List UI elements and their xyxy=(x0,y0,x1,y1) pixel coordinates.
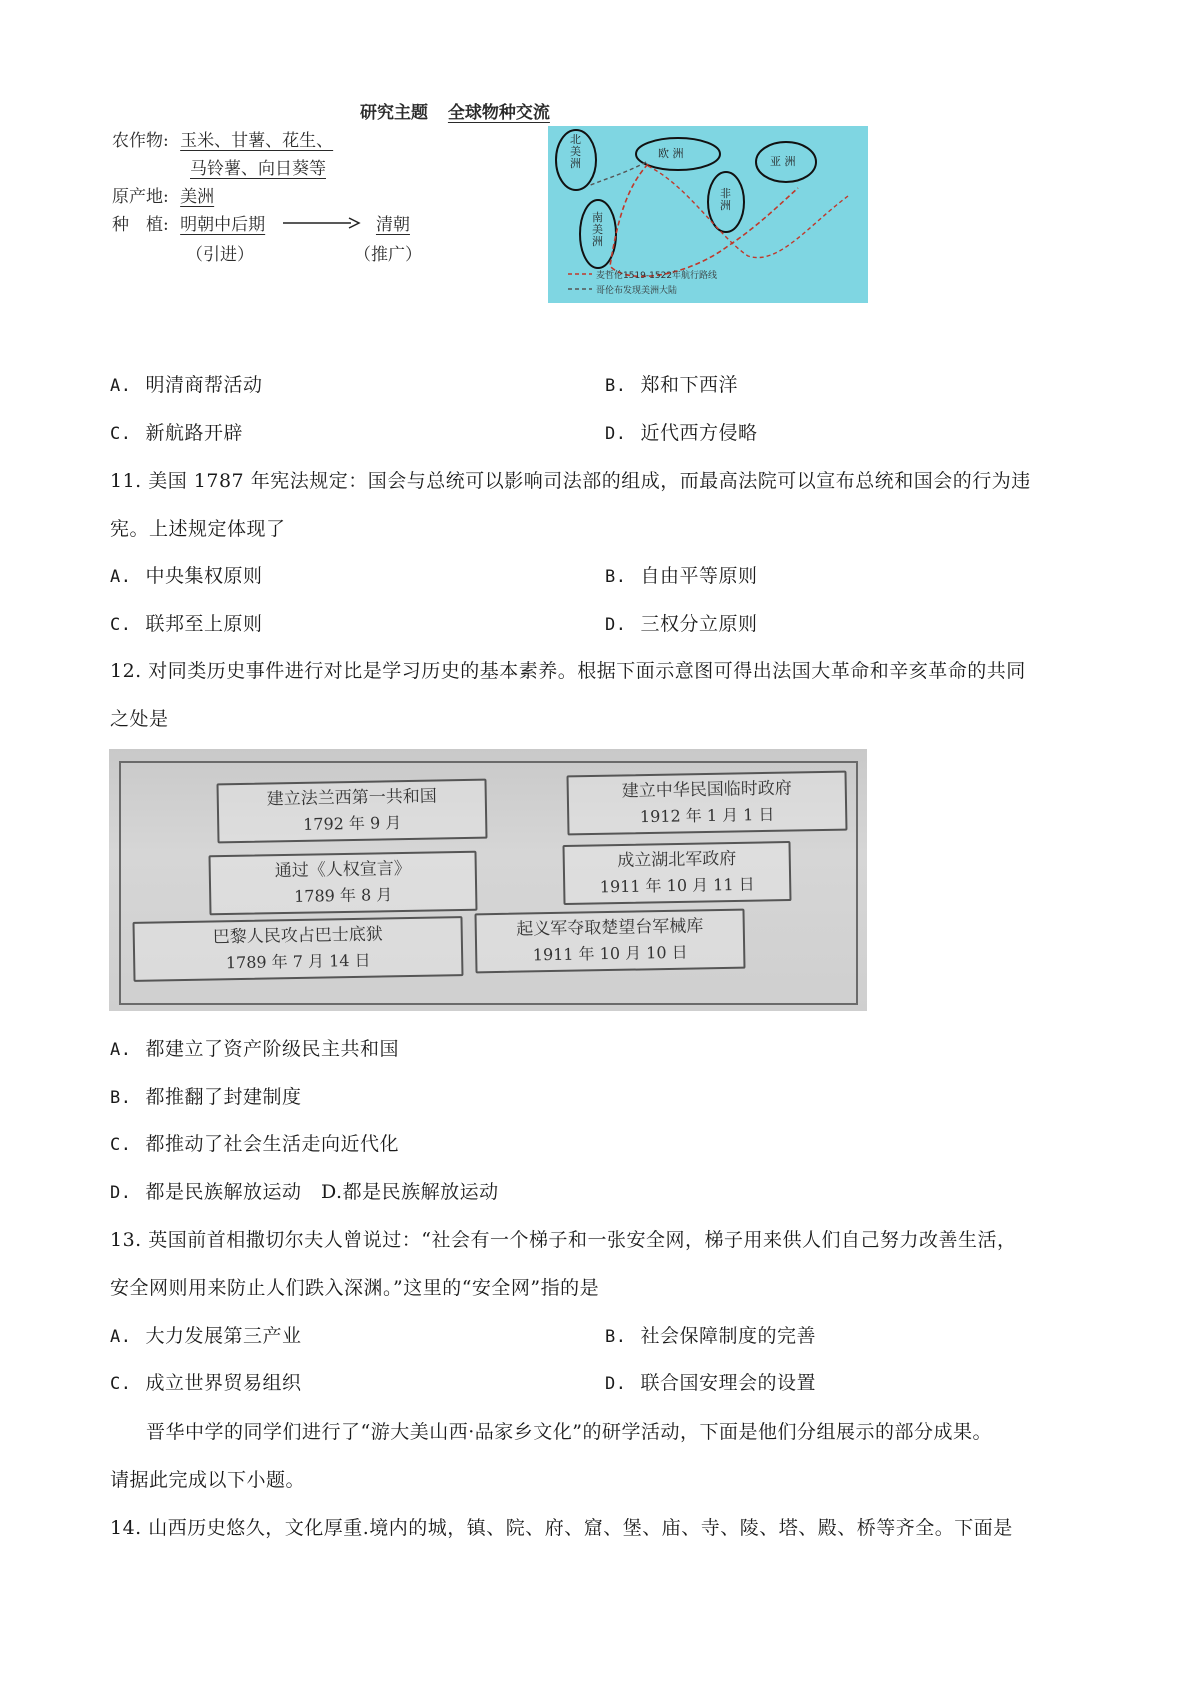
plant-to: 清朝 xyxy=(375,215,410,235)
q12-option-a[interactable]: A. 都建立了资产阶级民主共和国 xyxy=(110,1038,399,1060)
intro-line1: 晋华中学的同学们进行了“游大美山西·品家乡文化”的研学活动，下面是他们分组展示的部分成果。 xyxy=(146,1421,992,1443)
q12-stem-line2: 之处是 xyxy=(110,708,169,730)
label-asia: 亚 洲 xyxy=(770,155,796,168)
crops-line2: 马铃薯、向日葵等 xyxy=(190,159,326,179)
legend-magellan: 麦哲伦1519-1522年航行路线 xyxy=(596,271,718,281)
research-title xyxy=(360,100,550,126)
q11-option-c[interactable]: C. 联邦至上原则 xyxy=(110,613,263,635)
q11-option-b[interactable]: B. 自由平等原则 xyxy=(605,565,758,587)
q13-option-a[interactable]: A. 大力发展第三产业 xyxy=(110,1325,302,1347)
legend-columbus: 哥伦布发现美洲大陆 xyxy=(596,286,678,296)
label-north-america: 北 美 洲 xyxy=(570,133,581,170)
plant-to-note: （推广） xyxy=(354,245,422,265)
origin-value: 美洲 xyxy=(180,187,215,207)
timeline-china-3: 起义军夺取楚望台军械库 1911 年 10 月 10 日 xyxy=(474,909,745,974)
revolution-timeline-photo xyxy=(109,749,867,1011)
q11-option-a[interactable]: A. 中央集权原则 xyxy=(110,565,263,587)
q12-option-c[interactable]: C. 都推动了社会生活走向近代化 xyxy=(110,1133,399,1155)
research-title-main: 全球物种交流 xyxy=(447,103,550,123)
timeline-france-1: 建立法兰西第一共和国 1792 年 9 月 xyxy=(216,779,487,844)
q10-option-b[interactable]: B. 郑和下西洋 xyxy=(605,374,738,396)
q10-option-c[interactable]: C. 新航路开辟 xyxy=(110,422,243,444)
q11-option-d[interactable]: D. 三权分立原则 xyxy=(605,613,758,635)
label-africa: 非 洲 xyxy=(720,187,731,212)
plant-from-note: （引进） xyxy=(186,245,254,265)
intro-line2: 请据此完成以下小题。 xyxy=(110,1469,306,1491)
timeline-china-1: 建立中华民国临时政府 1912 年 1 月 1 日 xyxy=(566,771,847,836)
q11-stem-line2: 宪。上述规定体现了 xyxy=(110,518,286,540)
q11-stem-line1: 11. 美国 1787 年宪法规定：国会与总统可以影响司法部的组成，而最高法院可以宣布总统和国会的行为违 xyxy=(110,470,1031,492)
plant-from: 明朝中后期 xyxy=(180,215,266,235)
crops-line1: 玉米、甘薯、花生、 xyxy=(180,131,334,151)
timeline-france-2: 通过《人权宣言》 1789 年 8 月 xyxy=(208,851,477,916)
label-south-america: 南 美 洲 xyxy=(592,211,603,248)
timeline-china-2: 成立湖北军政府 1911 年 10 月 11 日 xyxy=(562,841,791,905)
plant-row xyxy=(112,212,410,238)
plant-label: 种 植: xyxy=(112,215,169,235)
crops-label: 农作物: xyxy=(112,131,169,151)
world-voyage-map xyxy=(548,126,868,303)
timeline-france-3: 巴黎人民攻占巴士底狱 1789 年 7 月 14 日 xyxy=(133,916,464,982)
q10-option-a[interactable]: A. 明清商帮活动 xyxy=(110,374,263,396)
q13-option-b[interactable]: B. 社会保障制度的完善 xyxy=(605,1325,816,1347)
q10-option-d[interactable]: D. 近代西方侵略 xyxy=(605,422,758,444)
q12-option-d[interactable]: D. 都是民族解放运动 D.都是民族解放运动 xyxy=(110,1181,499,1203)
q12-option-b[interactable]: B. 都推翻了封建制度 xyxy=(110,1086,302,1108)
q13-option-c[interactable]: C. 成立世界贸易组织 xyxy=(110,1372,302,1394)
q13-option-d[interactable]: D. 联合国安理会的设置 xyxy=(605,1372,816,1394)
q12-stem-line1: 12. 对同类历史事件进行对比是学习历史的基本素养。根据下面示意图可得出法国大革命和辛亥革命的共同 xyxy=(110,660,1026,682)
research-title-prefix: 研究主题 xyxy=(360,103,428,123)
q14-stem-line1: 14. 山西历史悠久，文化厚重.境内的城，镇、院、府、窟、堡、庙、寺、陵、塔、殿、桥等齐全。下面是 xyxy=(110,1517,1013,1539)
q13-stem-line1: 13. 英国前首相撒切尔夫人曾说过：“社会有一个梯子和一张安全网，梯子用来供人们自己努力改善生活， xyxy=(110,1229,1017,1251)
origin-row xyxy=(112,184,214,210)
origin-label: 原产地: xyxy=(112,187,169,207)
crops-row xyxy=(112,128,333,154)
q13-stem-line2: 安全网则用来防止人们跌入深渊。”这里的“安全网”指的是 xyxy=(110,1277,600,1299)
arrow-right-icon xyxy=(281,212,361,238)
label-europe: 欧 洲 xyxy=(658,147,684,160)
